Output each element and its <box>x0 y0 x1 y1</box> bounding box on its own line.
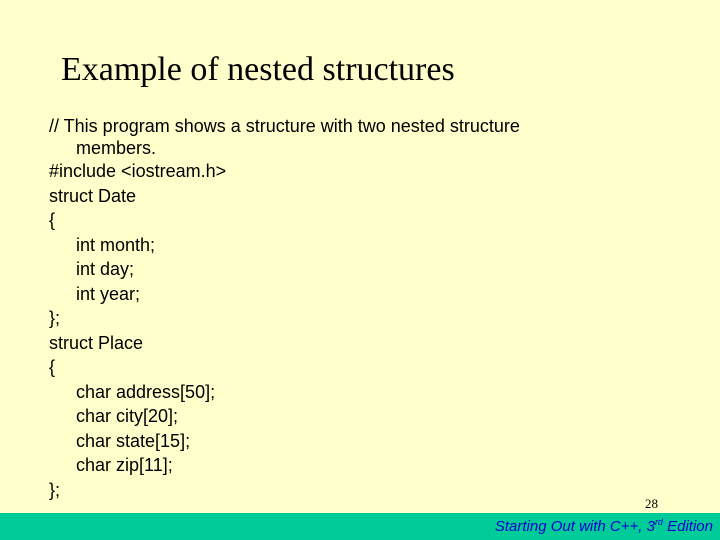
code-line: char zip[11]; <box>76 455 173 475</box>
code-line: // This program shows a structure with two nested structure <box>49 116 520 136</box>
code-line: struct Place <box>49 332 144 353</box>
code-line: int year; <box>76 283 141 304</box>
footer-superscript: rd <box>654 517 663 527</box>
code-line: int month; <box>76 234 156 255</box>
footer-text-edition: Edition <box>662 518 713 535</box>
footer-bar <box>0 513 720 540</box>
code-line: { <box>49 210 56 230</box>
page-number: 28 <box>645 496 658 511</box>
code-line: }; <box>49 479 61 500</box>
code-line: struct Date <box>49 185 137 206</box>
footer-book-title <box>495 517 713 535</box>
code-line: { <box>49 357 56 377</box>
code-block <box>49 116 649 502</box>
code-line: #include <iostream.h> <box>49 161 227 181</box>
footer-text-main: Starting Out with C++, 3 <box>494 518 655 535</box>
code-line: int day; <box>76 259 135 279</box>
code-line: members. <box>76 138 157 158</box>
code-line: char city[20]; <box>76 406 179 426</box>
code-line: char state[15]; <box>76 430 191 451</box>
code-line: }; <box>49 308 61 328</box>
slide-title: Example of nested structures <box>61 51 455 88</box>
code-line: char address[50]; <box>76 381 216 402</box>
